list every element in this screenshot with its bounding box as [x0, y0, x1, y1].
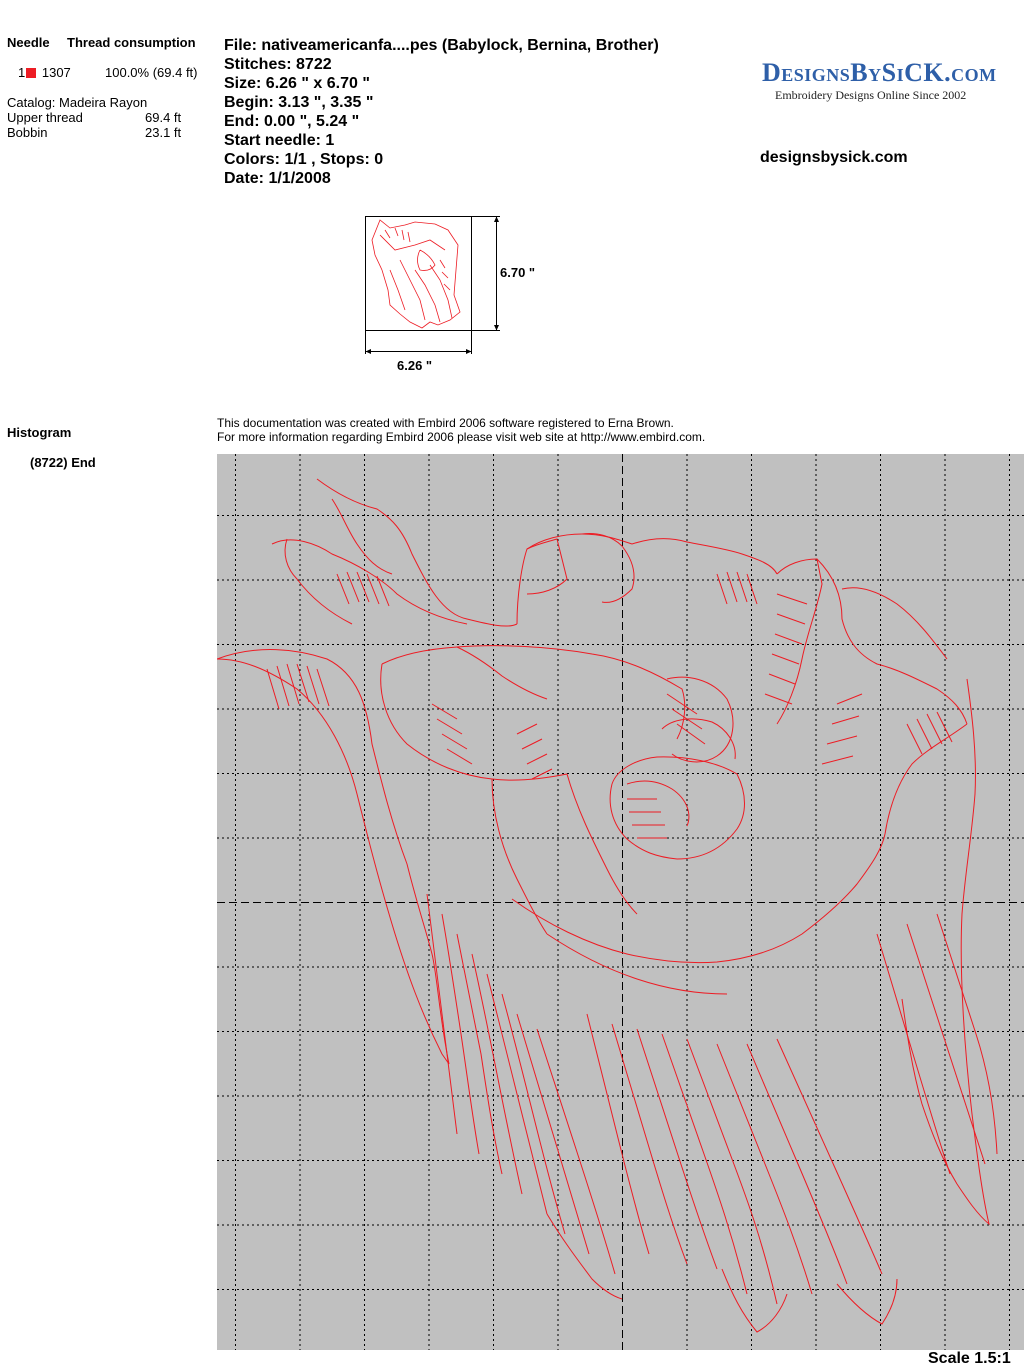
begin-position: Begin: 3.13 ", 3.35 " — [224, 94, 374, 111]
upper-thread-label: Upper thread — [7, 110, 83, 125]
bobbin-label: Bobbin — [7, 125, 48, 140]
embroidery-design-icon — [217, 454, 1024, 1350]
design-date: Date: 1/1/2008 — [224, 170, 331, 187]
catalog-label: Catalog: Madeira Rayon — [7, 95, 148, 110]
thumbnail-width-label: 6.26 " — [397, 358, 433, 373]
needle-number: 1 — [18, 65, 26, 80]
stitch-count: Stitches: 8722 — [224, 56, 332, 73]
colors-stops: Colors: 1/1 , Stops: 0 — [224, 151, 384, 168]
logo-wordmark: DesignsBySiCK.com — [762, 58, 997, 87]
file-name: File: nativeamericanfa....pes (Babylock, Bernina, Brother) — [224, 37, 659, 54]
needle-header: Needle — [7, 35, 50, 50]
credit-line-1: This documentation was created with Embird 2006 software registered to Erna Brown. — [217, 416, 674, 430]
credit-line-2: For more information regarding Embird 2006 please visit web site at http://www.embird.com. — [217, 430, 706, 444]
logo-tagline: Embroidery Designs Online Since 2002 — [775, 88, 967, 102]
design-canvas — [217, 454, 1024, 1350]
bobbin-value: 23.1 ft — [145, 125, 182, 140]
thread-consumption-header: Thread consumption — [67, 35, 196, 50]
histogram-entry: (8722) End — [30, 455, 96, 470]
website-link[interactable]: designsbysick.com — [760, 149, 908, 166]
design-size: Size: 6.26 " x 6.70 " — [224, 75, 370, 92]
upper-thread-value: 69.4 ft — [145, 110, 182, 125]
end-position: End: 0.00 ", 5.24 " — [224, 113, 360, 130]
thread-code: 1307 — [41, 65, 71, 80]
thread-row — [18, 65, 71, 80]
thread-color-swatch — [26, 68, 36, 78]
histogram-title: Histogram — [7, 425, 72, 440]
scale-label: Scale 1.5:1 — [928, 1350, 1011, 1367]
design-thumbnail — [360, 210, 550, 380]
thread-percent: 100.0% (69.4 ft) — [105, 65, 198, 80]
design-info — [224, 36, 659, 188]
start-needle: Start needle: 1 — [224, 132, 335, 149]
thumbnail-height-label: 6.70 " — [500, 265, 536, 280]
